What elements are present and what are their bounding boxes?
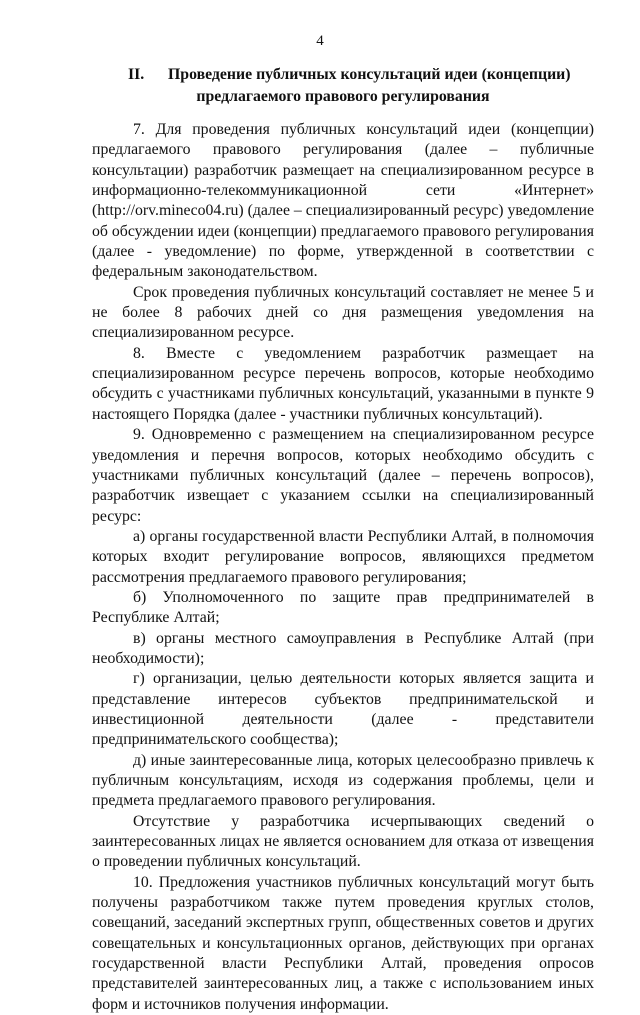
list-item-d: д) иные заинтересованные лица, которых целесообразно привлечь к публичным консультациям, исходя из содержания проблемы, цели и предмета предлагаемого правового регулирования. — [92, 751, 594, 810]
list-item-b: б) Уполномоченного по защите прав предпринимателей в Республике Алтай; — [92, 588, 594, 627]
list-item-g: г) организации, целью деятельности которых является защита и представление интересов субъектов предпринимательской и инвестиционной деятельности (далее - представители предпринимательского сообщества); — [92, 670, 594, 749]
section-body — [92, 120, 594, 1015]
paragraph-8: 8. Вместе с уведомлением разработчик размещает на специализированном ресурсе перечень вопросов, которые необходимо обсудить с участниками публичных консультаций, указанными в пункте 9 настоящего Порядка (далее - участники публичных консультаций). — [92, 344, 594, 423]
paragraph-9: 9. Одновременно с размещением на специализированном ресурсе уведомления и перечня вопросов, которых необходимо обсудить с участниками публичных консультаций (далее – перечень вопросов), разработчик извещает с указанием ссылки на специализированный ресурс: — [92, 426, 594, 525]
paragraph-consultation-period: Срок проведения публичных консультаций составляет не менее 5 и не более 8 рабочих дней со дня размещения уведомления на специализированном ресурсе. — [92, 283, 594, 342]
page-number: 4 — [316, 33, 324, 49]
section-title-line-1: Проведение публичных консультаций идеи (концепции) — [168, 66, 571, 83]
paragraph-10: 10. Предложения участников публичных консультаций могут быть получены разработчиком также путем проведения круглых столов, совещаний, заседаний экспертных групп, общественных советов и других совещательных и консультационных органов, действующих при органах государственной власти Республики Алтай, проведения опросов представителей заинтересованных лиц, а также с использованием иных форм и источников получения информации. — [92, 873, 594, 1013]
paragraph-absence-of-information: Отсутствие у разработчика исчерпывающих сведений о заинтересованных лицах не является основанием для отказа от извещения о проведении публичных консультаций. — [92, 812, 594, 871]
list-item-v: в) органы местного самоуправления в Республике Алтай (при необходимости); — [92, 629, 594, 667]
section-number: II. — [128, 66, 145, 83]
paragraph-7: 7. Для проведения публичных консультаций идеи (концепции) предлагаемого правового регулирования (далее – публичные консультации) разработчик размещает на специализированном ресурсе в информационно-телекоммуникационной сети «Интернет» (http://orv.mineco04.ru) (далее – специализированный ресурс) уведомление об обсуждении идеи (концепции) предлагаемого правового регулирования (далее - уведомление) по форме, утвержденной в соответствии с федеральным законодательством. — [92, 121, 594, 281]
section-title-line-2: предлагаемого правового регулирования — [196, 88, 490, 105]
list-item-a: а) органы государственной власти Республики Алтай, в полномочия которых входит регулирование вопросов, являющихся предметом рассмотрения предлагаемого правового регулирования; — [92, 527, 594, 586]
